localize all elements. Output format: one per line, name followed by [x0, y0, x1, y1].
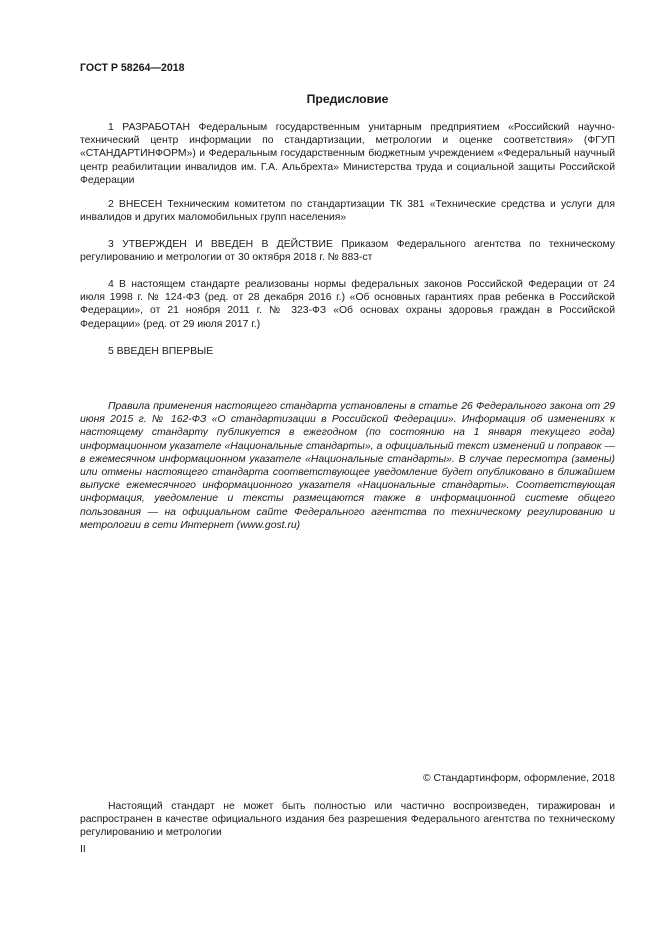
italic-notice: Правила применения настоящего стандарта установлены в статье 26 Федерального закона от 29 июня 2015 г. № 162-ФЗ «О стандартизации в Российской Федерации». Информация об изменениях к настоящему стандарту публикуется в ежегодном (по состоянию на 1 января текущего года) информационном указателе «Национальные стандарты», а официальный текст изменений и поправок — в ежемесячном информационном указателе «Национальные стандарты». В случае пересмотра (замены) или отмены настоящего стандарта соответствующее уведомление будет опубликовано в ближайшем выпуске ежемесячного информационного указателя «Национальные стандарты». Соответствующая информация, уведомление и тексты размещаются также в информационной системе общего пользования — на официальном сайте Федерального агентства по техническому регулированию и метрологии в сети Интернет (www.gost.ru) — [80, 401, 615, 531]
paragraph-1: 1 РАЗРАБОТАН Федеральным государственным унитарным предприятием «Российский научно-технический центр информации по стандартизации, метрологии и оценке соответствия» (ФГУП «СТАНДАРТИНФОРМ») и Федеральным государственным бюджетным учреждением «Федеральный научный центр реабилитации инвалидов им. Г.А. Альбрехта» Министерства труда и социальной защиты Российской Федерации — [80, 122, 615, 186]
paragraph-5: 5 ВВЕДЕН ВПЕРВЫЕ — [108, 346, 214, 357]
reproduction-notice: Настоящий стандарт не может быть полностью или частично воспроизведен, тиражирован и распространен в качестве официального издания без разрешения Федерального агентства по техническому регулированию и метрологии — [80, 801, 615, 839]
paragraph-4: 4 В настоящем стандарте реализованы нормы федеральных законов Российской Федерации от 24 июля 1998 г. № 124-ФЗ (ред. от 28 декабря 2016 г.) «Об основных гарантиях прав ребенка в Российской Федерации», от 21 ноября 2011 г. № 323-ФЗ «Об основах охраны здоровья граждан в Российской Федерации» (ред. от 29 июля 2017 г.) — [80, 279, 615, 330]
standard-code: ГОСТ Р 58264—2018 — [80, 62, 185, 74]
paragraph-2: 2 ВНЕСЕН Техническим комитетом по стандартизации ТК 381 «Технические средства и услуги для инвалидов и других маломобильных групп населения» — [80, 199, 615, 224]
paragraph-3: 3 УТВЕРЖДЕН И ВВЕДЕН В ДЕЙСТВИЕ Приказом Федерального агентства по техническому регулированию и метрологии от 30 октября 2018 г. № 883-ст — [80, 239, 615, 264]
copyright-line: © Стандартинформ, оформление, 2018 — [422, 773, 615, 784]
page-number: II — [80, 844, 86, 855]
section-title: Предисловие — [306, 92, 389, 106]
